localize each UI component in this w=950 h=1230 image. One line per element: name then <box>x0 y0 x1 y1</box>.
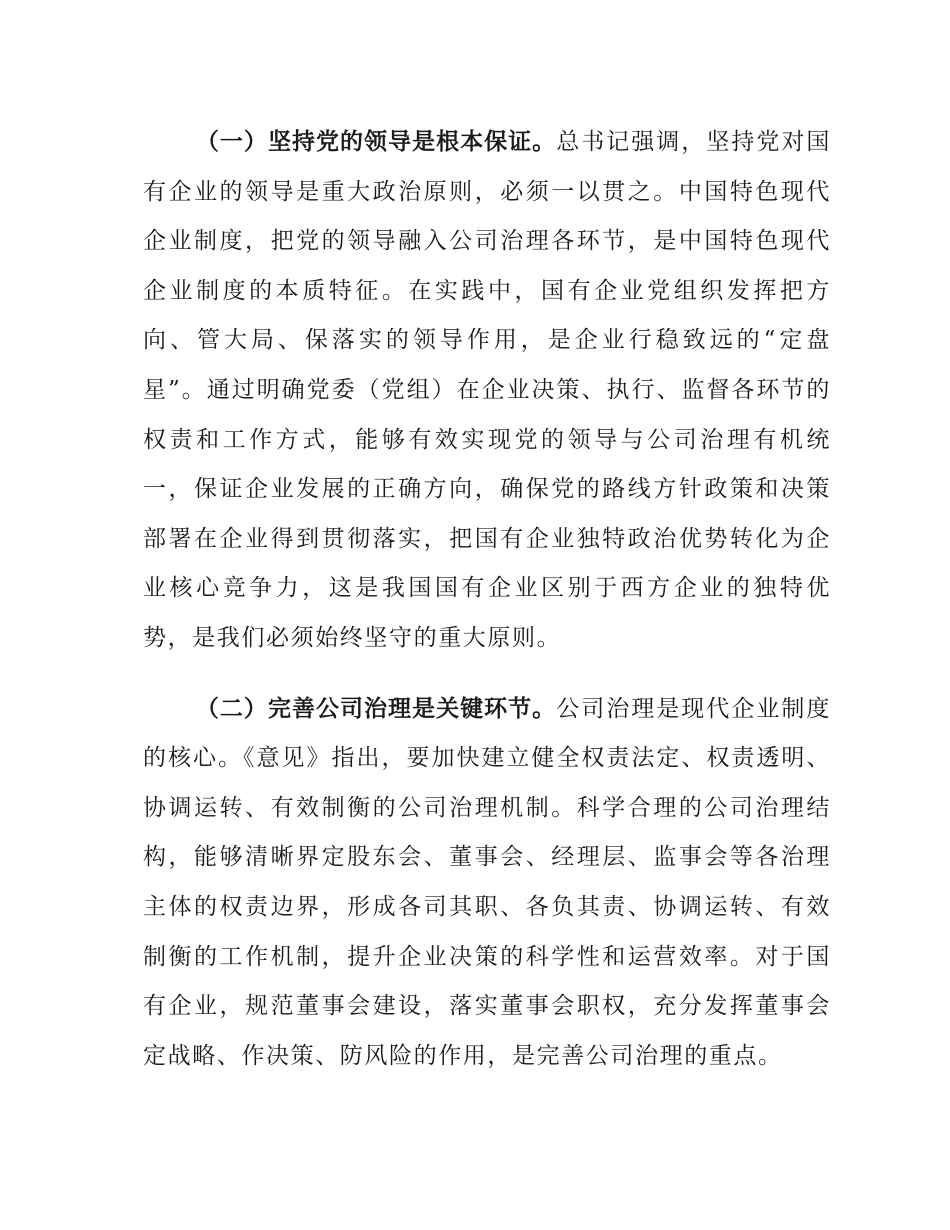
document-body <box>143 118 831 1081</box>
paragraph-heading: （一）坚持党的领导是根本保证。 <box>195 129 557 155</box>
paragraph-heading: （二）完善公司治理是关键环节。 <box>195 695 557 722</box>
paragraph-party-leadership <box>143 118 831 664</box>
paragraph-text: 公司治理是现代企业制度的核心。《意见》指出，要加快建立健全权责法定、权责透明、协调运转、有效制衡的公司治理机制。科学合理的公司治理结构，能够清晰界定股东会、董事会、经理层、监事会等各治理主体的权责边界，形成各司其职、各负其责、协调运转、有效制衡的工作机制，提升企业决策的科学性和运营效率。对于国有企业，规范董事会建设，落实董事会职权，充分发挥董事会定战略、作决策、防风险的作用，是完善公司治理的重点。 <box>143 695 832 1069</box>
paragraph-corporate-governance <box>143 685 831 1082</box>
paragraph-text: 总书记强调，坚持党对国有企业的领导是重大政治原则，必须一以贯之。中国特色现代企业制度，把党的领导融入公司治理各环节，是中国特色现代企业制度的本质特征。在实践中，国有企业党组织发挥把方向、管大局、保落实的领导作用，是企业行稳致远的“定盘星”。通过明确党委（党组）在企业决策、执行、监督各环节的权责和工作方式，能够有效实现党的领导与公司治理有机统一，保证企业发展的正确方向，确保党的路线方针政策和决策部署在企业得到贯彻落实，把国有企业独特政治优势转化为企业核心竞争力，这是我国国有企业区别于西方企业的独特优势，是我们必须始终坚守的重大原则。 <box>143 129 832 651</box>
